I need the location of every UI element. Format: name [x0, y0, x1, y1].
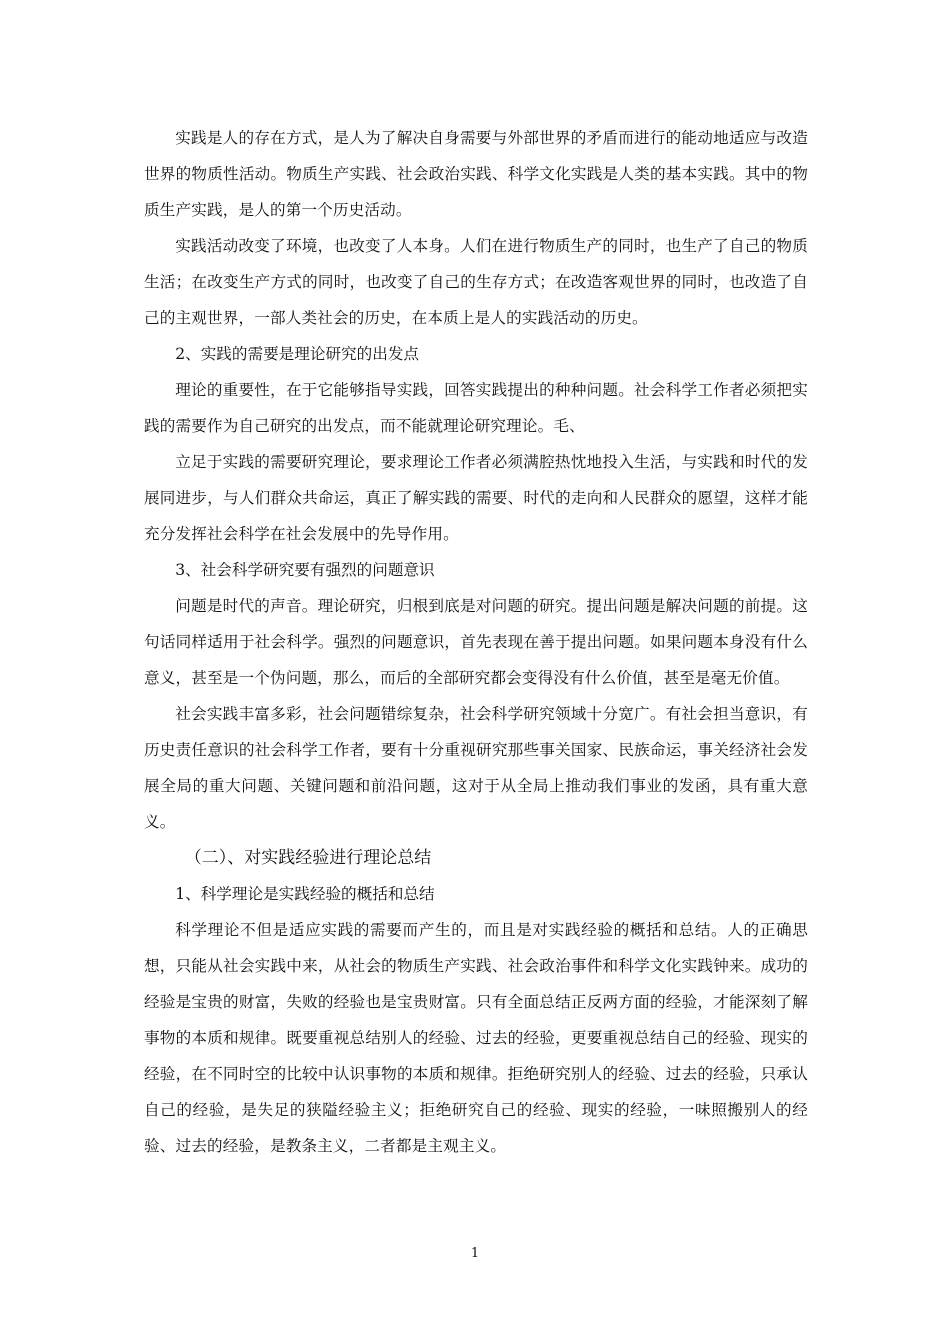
- heading-scientific-theory: 1、科学理论是实践经验的概括和总结: [175, 885, 435, 903]
- document-body: [144, 120, 808, 1164]
- paragraph-social-practice: 社会实践丰富多彩，社会问题错综复杂，社会科学研究领域十分宽广。有社会担当意识，有历史责任意识的社会科学工作者，要有十分重视研究那些事关国家、民族命运，事关经济社会发展全局的重大问题、关键问题和前沿问题，这对于从全局上推动我们事业的发函，具有重大意义。: [144, 705, 808, 831]
- paragraph-practice-changes: 实践活动改变了环境，也改变了人本身。人们在进行物质生产的同时，也生产了自己的物质生活；在改变生产方式的同时，也改变了自己的生存方式；在改造客观世界的同时，也改造了自己的主观世界，一部人类社会的历史，在本质上是人的实践活动的历史。: [144, 237, 808, 327]
- paragraph-practice-definition: 实践是人的存在方式，是人为了解决自身需要与外部世界的矛盾而进行的能动地适应与改造世界的物质性活动。物质生产实践、社会政治实践、科学文化实践是人类的基本实践。其中的物质生产实践，是人的第一个历史活动。: [144, 129, 808, 219]
- heading-problem-awareness: 3、社会科学研究要有强烈的问题意识: [175, 561, 435, 579]
- paragraph-theory-practice: 立足于实践的需要研究理论，要求理论工作者必须满腔热忱地投入生活，与实践和时代的发展同进步，与人们群众共命运，真正了解实践的需要、时代的走向和人民群众的愿望，这样才能充分发挥社会科学在社会发展中的先导作用。: [144, 453, 808, 543]
- paragraph-problems-voice: 问题是时代的声音。理论研究，归根到底是对问题的研究。提出问题是解决问题的前提。这句话同样适用于社会科学。强烈的问题意识，首先表现在善于提出问题。如果问题本身没有什么意义，甚至是一个伪问题，那么，而后的全部研究都会变得没有什么价值，甚至是毫无价值。: [144, 597, 808, 687]
- heading-practice-needs: 2、实践的需要是理论研究的出发点: [175, 345, 420, 363]
- section-heading-experience-summary: （二）、对实践经验进行理论总结: [184, 848, 432, 868]
- page-number: 1: [470, 1246, 480, 1261]
- paragraph-scientific-theory: 科学理论不但是适应实践的需要而产生的，而且是对实践经验的概括和总结。人的正确思想，只能从社会实践中来，从社会的物质生产实践、社会政治事件和科学文化实践钟来。成功的经验是宝贵的财富，失败的经验也是宝贵财富。只有全面总结正反两方面的经验，才能深刻了解事物的本质和规律。既要重视总结别人的经验、过去的经验，更要重视总结自己的经验、现实的经验，在不同时空的比较中认识事物的本质和规律。拒绝研究别人的经验、过去的经验，只承认自己的经验，是失足的狭隘经验主义；拒绝研究自己的经验、现实的经验，一味照搬别人的经验、过去的经验，是教条主义，二者都是主观主义。: [144, 921, 808, 1155]
- paragraph-theory-importance: 理论的重要性，在于它能够指导实践，回答实践提出的种种问题。社会科学工作者必须把实践的需要作为自己研究的出发点，而不能就理论研究理论。毛、: [144, 381, 808, 435]
